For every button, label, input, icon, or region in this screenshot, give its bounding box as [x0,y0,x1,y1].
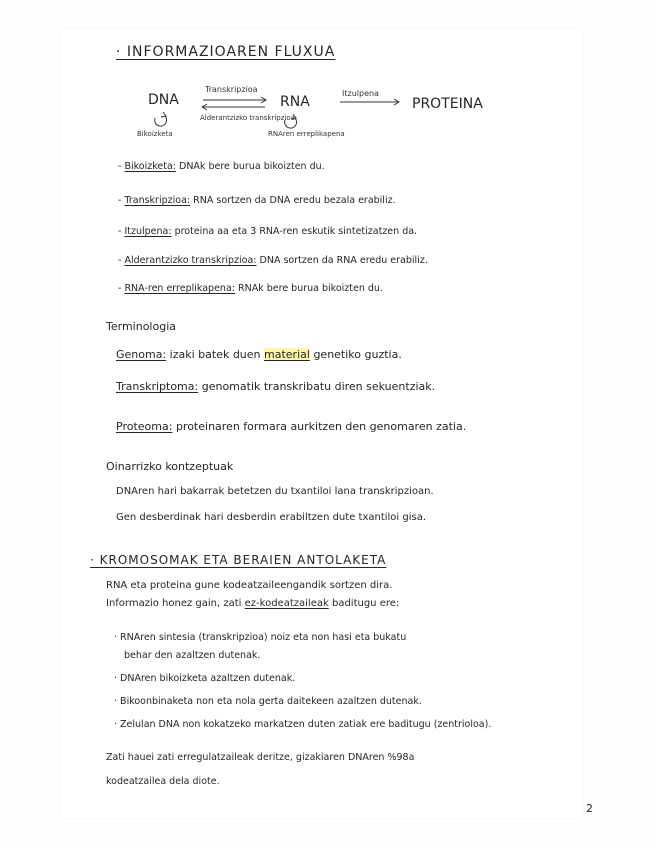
bullet-text: Bikoonbinaketa non eta nola gerta daitekeen azaltzen dutenak. [120,696,422,707]
closing-line-1: Zati hauei zati erregulatzaileak deritze, gizakiaren DNAren %98a [106,752,415,763]
definition-text: DNA sortzen da RNA eredu erabiliz. [259,255,428,266]
concepts-title: Oinarrizko kontzeptuak [106,460,234,473]
definition-text: DNAk bere burua bikoizten du. [179,161,325,172]
section2-intro-2 [106,598,399,609]
bullet-text: RNAren sintesia (transkripzioa) noiz eta non hasi eta bukatu [120,632,407,643]
intro-emphasis: ez-kodeatzaileak [244,598,329,609]
diagram-label-transcription: Transkripzioa [205,85,258,94]
diagram-rna: RNA [280,94,310,110]
term-genome [116,348,402,361]
definition-replication: - Bikoizketa: DNAk bere burua bikoizten du. [118,161,325,172]
diagram-label-rna-replication: RNAren erreplikapena [268,130,345,138]
term-transcriptome [116,380,435,393]
bullet-text: Zelulan DNA non kokatzeko markatzen duten zatiak ere baditugu (zentrioloa). [120,719,492,730]
definition-reverse-transcription: - Alderantzizko transkripzioa: DNA sortzen da RNA eredu erabiliz. [118,255,428,266]
term-text: proteinaren formara aurkitzen den genomaren zatia. [175,420,467,433]
intro-text: baditugu ere: [331,598,400,609]
diagram-label-replication: Bikoizketa [137,130,173,138]
definition-transcription: - Transkripzioa: RNA sortzen da DNA eredu bezala erabiliz. [118,195,396,206]
bullet-recombination: · Bikoonbinaketa non eta nola gerta daitekeen azaltzen dutenak. [114,696,422,707]
terminology-title: Terminologia [106,320,176,333]
term-text: genomatik transkribatu diren sekuentziak. [201,380,436,393]
concept-line-2: Gen desberdinak hari desberdin erabiltzen dute txantiloi gisa. [116,512,427,523]
term-label: Proteoma: [116,420,173,433]
definition-term: Bikoizketa: [124,161,176,172]
definition-term: Transkripzioa: [124,195,191,206]
section-title-information-flow: · INFORMAZIOAREN FLUXUA [116,44,336,60]
definition-term: RNA-ren erreplikapena: [124,283,235,294]
definition-text: proteina aa eta 3 RNA-ren eskutik sintetizatzen da. [174,226,418,237]
bullet-transcription-cont: behar den azaltzen dutenak. [124,650,261,661]
concept-line-1: DNAren hari bakarrak betetzen du txantiloi lana transkripzioan. [116,486,434,497]
definition-text: RNA sortzen da DNA eredu bezala erabiliz. [193,195,396,206]
page-number: 2 [586,802,593,815]
definition-rna-replication: - RNA-ren erreplikapena: RNAk bere burua bikoizten du. [118,283,383,294]
diagram-protein: PROTEINA [412,96,483,112]
definition-translation: - Itzulpena: proteina aa eta 3 RNA-ren eskutik sintetizatzen da. [118,226,418,237]
term-label: Transkriptoma: [116,380,199,393]
bullet-text: DNAren bikoizketa azaltzen dutenak. [120,673,296,684]
term-highlight: material [264,348,310,361]
bullet-transcription: · RNAren sintesia (transkripzioa) noiz eta non hasi eta bukatu [114,632,407,643]
section2-intro-1: RNA eta proteina gune kodeatzaileengandik sortzen dira. [106,580,393,591]
diagram-label-reverse: Alderantzizko transkripzioa [200,114,295,122]
diagram-dna: DNA [148,92,179,108]
section-title-chromosomes: · KROMOSOMAK ETA BERAIEN ANTOLAKETA [90,553,387,567]
intro-text: Informazio honez gain, zati [106,598,242,609]
bullet-replication: · DNAren bikoizketa azaltzen dutenak. [114,673,296,684]
term-proteome [116,420,466,433]
closing-line-2: kodeatzailea dela diote. [106,776,220,787]
term-text: genetiko guztia. [313,348,402,361]
definition-term: Alderantzizko transkripzioa: [124,255,257,266]
bullet-location: · Zelulan DNA non kokatzeko markatzen duten zatiak ere baditugu (zentrioloa). [114,719,492,730]
definition-text: RNAk bere burua bikoizten du. [238,283,383,294]
definition-term: Itzulpena: [124,226,172,237]
term-label: Genoma: [116,348,167,361]
term-text: izaki batek duen [169,348,261,361]
diagram-label-translation: Itzulpena [342,89,379,98]
